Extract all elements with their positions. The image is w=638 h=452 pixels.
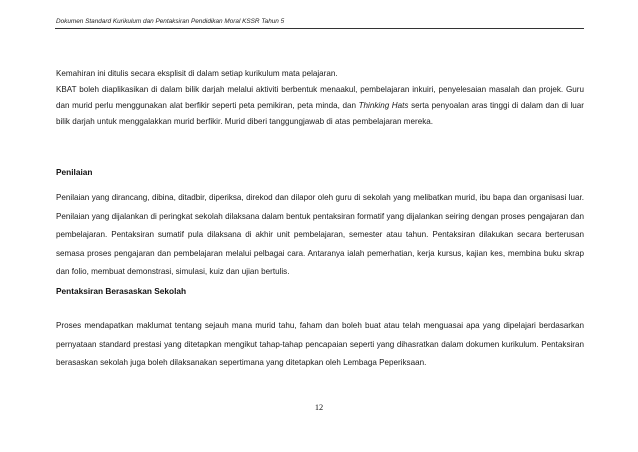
thinking-hats-term: Thinking Hats: [358, 101, 409, 110]
page-number: 12: [314, 403, 324, 412]
kbat-text-part-1: KBAT boleh diaplikasikan di dalam bilik darjah melalui aktiviti berbentuk menaakul, pembelajaran inkuiri, penyelesaian masalah dan projek. Guru dan murid perlu menggunakan alat berfikir seperti peta pemikiran, peta minda, dan: [56, 85, 584, 110]
psbs-heading: Pentaksiran Berasaskan Sekolah: [56, 286, 187, 296]
intro-sentence: Kemahiran ini ditulis secara eksplisit di dalam setiap kurikulum mata pelajaran.: [56, 69, 338, 78]
penilaian-heading: Penilaian: [56, 167, 93, 177]
kbat-paragraph: [56, 82, 584, 130]
document-header: Dokumen Standard Kurikulum dan Pentaksiran Pendidikan Moral KSSR Tahun 5: [56, 18, 285, 25]
psbs-paragraph: Proses mendapatkan maklumat tentang sejauh mana murid tahu, faham dan boleh buat atau telah menguasai apa yang dipelajari berdasarkan pernyataan standard prestasi yang ditetapkan mengikut tahap-tahap pencapaian seperti yang dihasratkan dalam dokumen kurikulum. Pentaksiran berasaskan sekolah juga boleh dilaksanakan sepertimana yang ditetapkan oleh Lembaga Peperiksaan.: [56, 321, 584, 368]
kbat-text-part-2: serta penyoalan aras tinggi di dalam dan di luar bilik darjah untuk menggalakkan murid berfikir. Murid diberi tanggungjawab di atas pembelajaran mereka.: [56, 101, 585, 126]
penilaian-paragraph: Penilaian yang dirancang, dibina, ditadbir, diperiksa, direkod dan dilapor oleh guru di sekolah yang melibatkan murid, ibu bapa dan organisasi luar. Penilaian yang dijalankan di peringkat sekolah dilaksana dalam bentuk pentaksiran formatif yang dijalankan seiring dengan proses pengajaran dan pembelajaran. Pentaksiran sumatif pula dilaksana di akhir unit pembelajaran, semester atau tahun. Pentaksiran dilakukan secara berterusan semasa proses pengajaran dan pembelajaran melalui pelbagai cara. Antaranya ialah pemerhatian, kerja kursus, kajian kes, membina buku skrap dan folio, membuat demonstrasi, simulasi, kuiz dan ujian bertulis.: [56, 193, 584, 277]
header-divider: [55, 28, 584, 29]
